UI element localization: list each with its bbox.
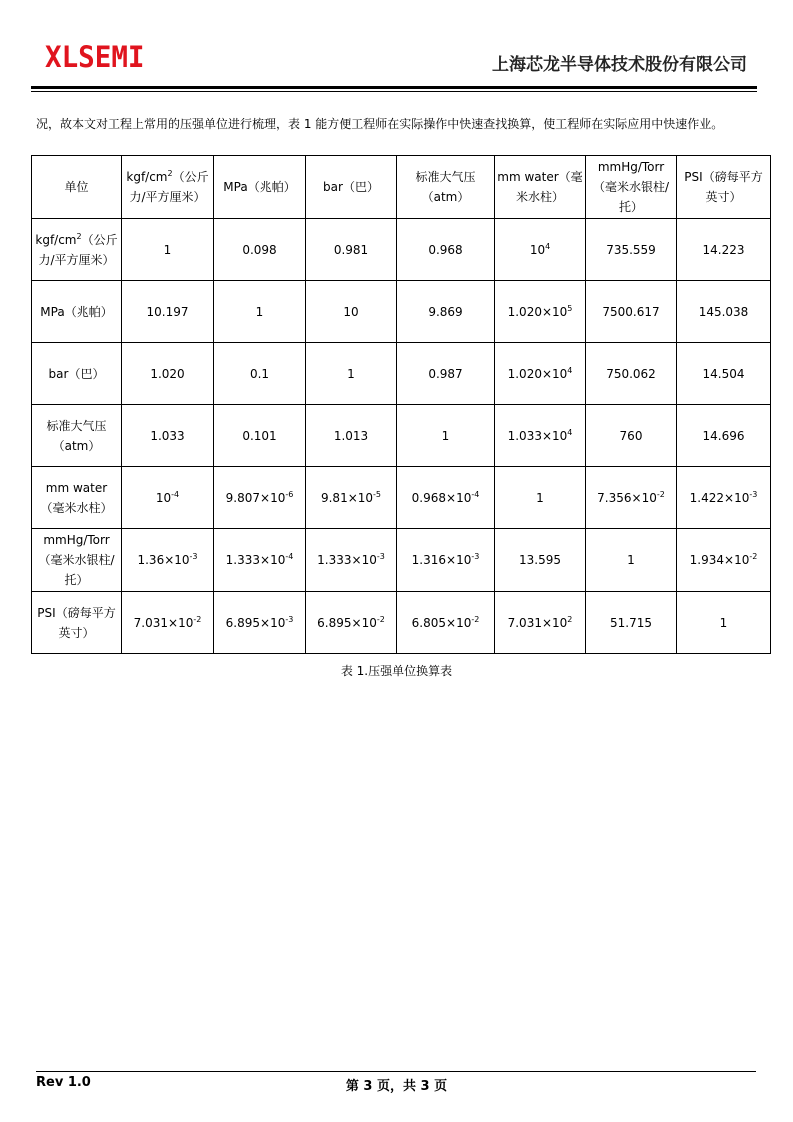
- page-number: 第 3 页，共 3 页: [345, 1079, 448, 1094]
- value-cell: $1.333\times 10^{-4}$: [214, 529, 306, 592]
- value-cell: 1.020: [122, 343, 214, 405]
- intro-paragraph: 况，故本文对工程上常用的压强单位进行梳理，表 1 能方便工程师在实际操作中快速查找换算，使工程师在实际应用中快速作业。: [36, 117, 724, 131]
- value-cell: 1: [677, 592, 771, 654]
- value-cell: 0.098: [214, 219, 306, 281]
- table-row: [32, 219, 771, 281]
- value-cell: 10: [306, 281, 397, 343]
- row-label-cell: kgf/$cm^2$（公斤力/平方厘米）: [32, 219, 122, 281]
- header-cell: 单位: [32, 156, 122, 219]
- header-cell: MPa（兆帕）: [214, 156, 306, 219]
- table-row: [32, 592, 771, 654]
- table-row: [32, 281, 771, 343]
- value-cell: 735.559: [586, 219, 677, 281]
- value-cell: $1.020\times 10^4$: [495, 343, 586, 405]
- company-name: 上海芯龙半导体技术股份有限公司: [492, 55, 747, 75]
- value-cell: $10^4$: [495, 219, 586, 281]
- header-cell: mmHg/Torr（毫米水银柱/托）: [586, 156, 677, 219]
- header-cell: mm water（毫米水柱）: [495, 156, 586, 219]
- value-cell: $9.807\times 10^{-6}$: [214, 467, 306, 529]
- value-cell: $10^{-4}$: [122, 467, 214, 529]
- value-cell: $1.033\times 10^4$: [495, 405, 586, 467]
- value-cell: $7.031\times 10^{-2}$: [122, 592, 214, 654]
- value-cell: 760: [586, 405, 677, 467]
- company-logo: XLSEMI: [45, 40, 145, 74]
- table-row: [32, 529, 771, 592]
- value-cell: 0.987: [397, 343, 495, 405]
- table-row: [32, 467, 771, 529]
- row-label-cell: 标准大气压（atm）: [32, 405, 122, 467]
- value-cell: $9.81\times 10^{-5}$: [306, 467, 397, 529]
- footer-rule: [36, 1071, 756, 1072]
- value-cell: $0.968\times 10^{-4}$: [397, 467, 495, 529]
- value-cell: 1.033: [122, 405, 214, 467]
- value-cell: $1.020\times 10^5$: [495, 281, 586, 343]
- value-cell: 10.197: [122, 281, 214, 343]
- value-cell: 0.981: [306, 219, 397, 281]
- value-cell: 0.101: [214, 405, 306, 467]
- row-label-cell: mmHg/Torr（毫米水银柱/托）: [32, 529, 122, 592]
- page-header: [31, 40, 757, 92]
- value-cell: 51.715: [586, 592, 677, 654]
- value-cell: $1.422\times 10^{-3}$: [677, 467, 771, 529]
- value-cell: 1: [586, 529, 677, 592]
- value-cell: 1: [397, 405, 495, 467]
- revision-label: Rev 1.0: [36, 1075, 91, 1090]
- pressure-conversion-table: [31, 155, 771, 654]
- table-row: [32, 343, 771, 405]
- value-cell: $1.316\times 10^{-3}$: [397, 529, 495, 592]
- value-cell: 1: [306, 343, 397, 405]
- table-header-row: [32, 156, 771, 219]
- header-cell: kgf/$cm^2$（公斤力/平方厘米）: [122, 156, 214, 219]
- value-cell: 0.1: [214, 343, 306, 405]
- header-rule-thick: [31, 86, 757, 89]
- value-cell: 1: [495, 467, 586, 529]
- table-caption: 表 1.压强单位换算表: [340, 664, 453, 678]
- value-cell: $7.356\times 10^{-2}$: [586, 467, 677, 529]
- header-cell: PSI（磅每平方英寸）: [677, 156, 771, 219]
- value-cell: 7500.617: [586, 281, 677, 343]
- header-cell: 标准大气压（atm）: [397, 156, 495, 219]
- value-cell: 750.062: [586, 343, 677, 405]
- header-rule-thin: [31, 91, 757, 92]
- value-cell: 14.504: [677, 343, 771, 405]
- value-cell: $1.36\times 10^{-3}$: [122, 529, 214, 592]
- value-cell: 1: [122, 219, 214, 281]
- value-cell: 1: [214, 281, 306, 343]
- value-cell: 9.869: [397, 281, 495, 343]
- value-cell: $6.895\times 10^{-2}$: [306, 592, 397, 654]
- header-cell: bar（巴）: [306, 156, 397, 219]
- row-label-cell: bar（巴）: [32, 343, 122, 405]
- value-cell: $6.895\times 10^{-3}$: [214, 592, 306, 654]
- value-cell: $6.805\times 10^{-2}$: [397, 592, 495, 654]
- row-label-cell: MPa（兆帕）: [32, 281, 122, 343]
- value-cell: $1.333\times 10^{-3}$: [306, 529, 397, 592]
- value-cell: 1.013: [306, 405, 397, 467]
- value-cell: 145.038: [677, 281, 771, 343]
- value-cell: $1.934\times 10^{-2}$: [677, 529, 771, 592]
- value-cell: 14.223: [677, 219, 771, 281]
- value-cell: 14.696: [677, 405, 771, 467]
- value-cell: 13.595: [495, 529, 586, 592]
- row-label-cell: PSI（磅每平方英寸）: [32, 592, 122, 654]
- value-cell: 0.968: [397, 219, 495, 281]
- table-row: [32, 405, 771, 467]
- value-cell: $7.031\times 10^2$: [495, 592, 586, 654]
- row-label-cell: mm water（毫米水柱）: [32, 467, 122, 529]
